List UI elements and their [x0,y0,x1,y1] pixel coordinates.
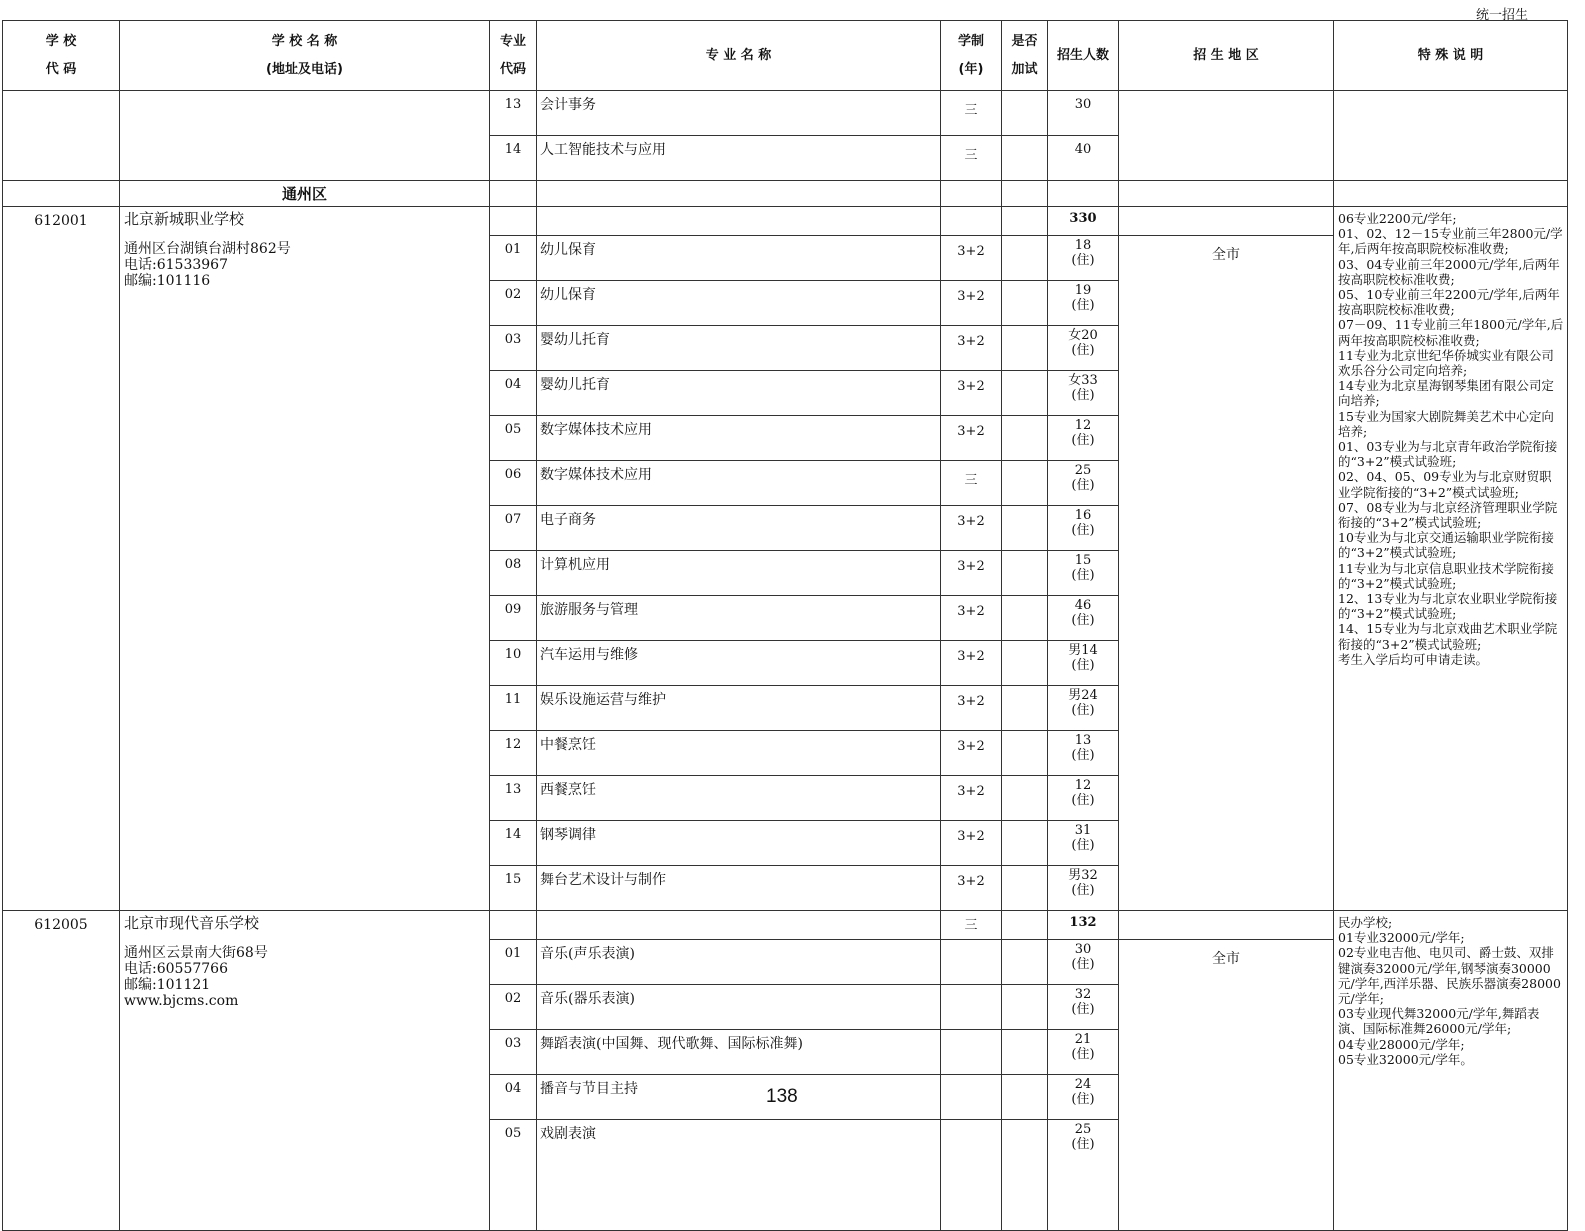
count-value: 32 [1074,987,1092,1002]
count-value: 男14 [1068,643,1098,658]
school-address: 通州区台湖镇台湖村862号 [124,241,291,257]
major-count [1048,821,1119,866]
major-count [1048,416,1119,461]
header-school-code: 学 校 代 码 [3,21,120,91]
major-name: 西餐烹饪 [537,776,941,821]
extra-test-cell [1002,776,1048,821]
major-name: 幼儿保育 [537,236,941,281]
major-code: 14 [490,821,537,866]
count-value: 46 [1074,598,1092,613]
school-notes [1334,207,1568,911]
extra-test-cell [1002,281,1048,326]
major-code: 04 [490,371,537,416]
notes-cell [1334,91,1568,181]
header-extra-test: 是否 加试 [1002,21,1048,91]
major-name [537,207,941,236]
boarding-mark: (住) [1071,793,1095,808]
major-code: 03 [490,326,537,371]
major-name: 婴幼儿托育 [537,326,941,371]
major-duration: 3+2 [941,281,1002,326]
major-duration: 3+2 [941,506,1002,551]
notes-top-line: 06专业2200元/学年; [1338,211,1457,226]
notes-body: 01、02、12－15专业前三年2800元/学年,后两年按高职院校标准收费; 03、04专业前三年2000元/学年,后两年按高职院校标准收费; 05、10专业前三年2200元/学年,后两年按高职院校标准收费; 07－09、11专业前三年1800元/学年,后两年按高职院校标准收费; 11专业为北京世纪华侨城实业有限公司欢乐谷分公司定向培养; 14专业为北京星海钢琴集团有限公司定向培养; 15专业为国家大剧院舞美艺术中心定向培养; 01、03专业为与北京青年政治学院衔接的“3+2”模式试验班; 02、04、05、09专业为与北京财贸职业学院衔接的“3+2”模式试验班; 07、08专业为与北京经济管理职业学院衔接的“3+2”模式试验班; 10专业为与北京交通运输职业学院衔接的“3+2”模式试验班; 11专业为与北京信息职业技术学院衔接的“3+2”模式试验班; 12、13专业为与北京农业职业学院衔接的“3+2”模式试验班; 14、15专业为与北京戏曲艺术职业学院衔接的“3+2”模式试验班; 考生入学后均可申请走读。 [1338,226,1564,667]
boarding-mark: (住) [1071,613,1095,628]
major-code: 07 [490,506,537,551]
major-name: 音乐(声乐表演) [537,940,941,985]
major-count [1048,326,1119,371]
school-region: 全市 [1119,236,1334,911]
boarding-mark: (住) [1071,343,1095,358]
count-value: 男24 [1068,688,1098,703]
table-header-row [3,21,1568,91]
major-name: 电子商务 [537,506,941,551]
major-count [1048,1120,1119,1231]
major-name: 幼儿保育 [537,281,941,326]
major-code: 05 [490,1120,537,1231]
major-count [1048,461,1119,506]
boarding-mark: (住) [1071,388,1095,403]
extra-test-cell [1002,940,1048,985]
major-code: 03 [490,1030,537,1075]
school-duration: 三 [941,911,1002,940]
major-duration: 三 [941,91,1002,136]
extra-test-cell [1002,911,1048,940]
major-duration [941,1030,1002,1075]
count-value: 25 [1074,1122,1092,1137]
school-duration [941,207,1002,236]
boarding-mark: (住) [1071,703,1095,718]
extra-test-cell [1002,1120,1048,1231]
major-code: 06 [490,461,537,506]
page-number: 138 [766,1086,798,1107]
extra-test-cell [1002,236,1048,281]
major-count [1048,551,1119,596]
extra-test-cell [1002,866,1048,911]
region-blank [1119,207,1334,236]
school-region: 全市 [1119,940,1334,1231]
major-count [1048,776,1119,821]
major-code: 05 [490,416,537,461]
count-value: 12 [1074,418,1092,433]
major-duration: 3+2 [941,596,1002,641]
major-name: 中餐烹饪 [537,731,941,776]
header-region: 招 生 地 区 [1119,21,1334,91]
table-body [3,91,1568,1231]
extra-test-cell [1002,985,1048,1030]
major-name: 旅游服务与管理 [537,596,941,641]
boarding-mark: (住) [1071,838,1095,853]
school-address: 通州区云景南大街68号 [124,945,268,961]
major-count [1048,940,1119,985]
major-count [1048,1030,1119,1075]
boarding-mark: (住) [1071,1002,1095,1017]
school-name: 北京新城职业学校 [124,210,245,228]
major-duration: 3+2 [941,641,1002,686]
school-phone: 电话:60557766 [124,961,228,977]
extra-test-cell [1002,1030,1048,1075]
major-count: 40 [1048,136,1119,181]
boarding-mark: (住) [1071,658,1095,673]
major-name: 舞台艺术设计与制作 [537,866,941,911]
major-duration: 3+2 [941,821,1002,866]
major-name: 数字媒体技术应用 [537,416,941,461]
boarding-mark: (住) [1071,568,1095,583]
major-duration: 3+2 [941,236,1002,281]
major-code: 14 [490,136,537,181]
major-name: 计算机应用 [537,551,941,596]
extra-test-cell [1002,686,1048,731]
extra-test-cell [1002,731,1048,776]
header-major-code: 专业 代码 [490,21,537,91]
count-value: 21 [1074,1032,1092,1047]
header-notes: 特 殊 说 明 [1334,21,1568,91]
major-code: 01 [490,236,537,281]
extra-test-cell [1002,91,1048,136]
major-name: 音乐(器乐表演) [537,985,941,1030]
major-code [490,911,537,940]
school-name: 北京市现代音乐学校 [124,914,260,932]
boarding-mark: (住) [1071,1047,1095,1062]
major-duration: 3+2 [941,371,1002,416]
region-blank [1119,911,1334,940]
region-cell [1119,91,1334,181]
major-code: 02 [490,281,537,326]
count-value: 19 [1074,283,1092,298]
major-code: 04 [490,1075,537,1120]
boarding-mark: (住) [1071,1092,1095,1107]
major-count [1048,731,1119,776]
district-row [3,181,1568,207]
major-name: 娱乐设施运营与维护 [537,686,941,731]
major-code: 02 [490,985,537,1030]
major-duration: 3+2 [941,731,1002,776]
boarding-mark: (住) [1071,433,1095,448]
major-name: 播音与节目主持 [537,1075,941,1120]
major-duration: 3+2 [941,776,1002,821]
major-code: 01 [490,940,537,985]
count-value: 女33 [1068,373,1098,388]
school-info [120,207,490,911]
school-summary-row [3,911,1568,940]
major-code: 08 [490,551,537,596]
major-name: 人工智能技术与应用 [537,136,941,181]
count-value: 30 [1074,942,1092,957]
school-website: www.bjcms.com [124,993,239,1009]
header-duration: 学制 (年) [941,21,1002,91]
school-total-enrollment: 330 [1048,207,1119,236]
major-code: 10 [490,641,537,686]
major-count [1048,641,1119,686]
extra-test-cell [1002,136,1048,181]
extra-test-cell [1002,596,1048,641]
extra-test-cell [1002,416,1048,461]
count-value: 女20 [1068,328,1098,343]
major-duration: 3+2 [941,326,1002,371]
school-notes [1334,911,1568,1231]
major-count: 30 [1048,91,1119,136]
major-duration [941,1120,1002,1231]
boarding-mark: (住) [1071,478,1095,493]
major-name: 数字媒体技术应用 [537,461,941,506]
extra-test-cell [1002,207,1048,236]
school-name-cell [120,91,490,181]
major-count [1048,866,1119,911]
major-code [490,207,537,236]
major-duration: 3+2 [941,416,1002,461]
major-name: 婴幼儿托育 [537,371,941,416]
count-value: 16 [1074,508,1092,523]
major-duration: 3+2 [941,551,1002,596]
count-value: 24 [1074,1077,1092,1092]
count-value: 31 [1074,823,1092,838]
major-count [1048,506,1119,551]
header-enrollment: 招生人数 [1048,21,1119,91]
count-value: 13 [1074,733,1092,748]
school-summary-row [3,207,1568,236]
major-name: 汽车运用与维修 [537,641,941,686]
school-info [120,911,490,1231]
table-row [3,91,1568,136]
header-major-name: 专 业 名 称 [537,21,941,91]
major-name [537,911,941,940]
school-postcode: 邮编:101121 [124,977,211,993]
major-code: 15 [490,866,537,911]
boarding-mark: (住) [1071,883,1095,898]
boarding-mark: (住) [1071,523,1095,538]
major-code: 13 [490,91,537,136]
document-category-label: 统一招生 [1476,8,1529,23]
boarding-mark: (住) [1071,253,1095,268]
major-count [1048,596,1119,641]
major-name: 戏剧表演 [537,1120,941,1231]
extra-test-cell [1002,551,1048,596]
major-name: 舞蹈表演(中国舞、现代歌舞、国际标准舞) [537,1030,941,1075]
major-duration: 三 [941,136,1002,181]
major-duration [941,985,1002,1030]
major-count [1048,985,1119,1030]
header-school-name: 学 校 名 称 (地址及电话) [120,21,490,91]
count-value: 男32 [1068,868,1098,883]
extra-test-cell [1002,506,1048,551]
extra-test-cell [1002,326,1048,371]
school-code: 612005 [3,911,120,1231]
enrollment-table [2,20,1568,1231]
major-count [1048,281,1119,326]
major-count [1048,686,1119,731]
major-code: 12 [490,731,537,776]
major-duration [941,940,1002,985]
extra-test-cell [1002,371,1048,416]
major-count [1048,1075,1119,1120]
boarding-mark: (住) [1071,748,1095,763]
major-duration: 3+2 [941,866,1002,911]
school-code-cell [3,91,120,181]
major-name: 会计事务 [537,91,941,136]
major-duration: 3+2 [941,686,1002,731]
major-duration: 三 [941,461,1002,506]
major-code: 11 [490,686,537,731]
boarding-mark: (住) [1071,298,1095,313]
extra-test-cell [1002,641,1048,686]
count-value: 12 [1074,778,1092,793]
major-name: 钢琴调律 [537,821,941,866]
count-value: 18 [1074,238,1092,253]
school-code: 612001 [3,207,120,911]
notes-body: 01专业32000元/学年; 02专业电吉他、电贝司、爵士鼓、双排键演奏32000元/学年,钢琴演奏30000元/学年,西洋乐器、民族乐器演奏28000元/学年; 03专业现代舞32000元/学年,舞蹈表演、国际标准舞26000元/学年; 04专业28000元/学年; 05专业32000元/学年。 [1338,930,1561,1067]
boarding-mark: (住) [1071,1137,1095,1152]
boarding-mark: (住) [1071,957,1095,972]
notes-top-line: 民办学校; [1338,915,1393,930]
major-count [1048,236,1119,281]
extra-test-cell [1002,821,1048,866]
school-total-enrollment: 132 [1048,911,1119,940]
extra-test-cell [1002,461,1048,506]
major-count [1048,371,1119,416]
district-name: 通州区 [120,181,490,207]
major-duration [941,1075,1002,1120]
major-code: 09 [490,596,537,641]
school-phone: 电话:61533967 [124,257,228,273]
count-value: 15 [1074,553,1092,568]
count-value: 25 [1074,463,1092,478]
school-postcode: 邮编:101116 [124,273,211,289]
extra-test-cell [1002,1075,1048,1120]
major-code: 13 [490,776,537,821]
